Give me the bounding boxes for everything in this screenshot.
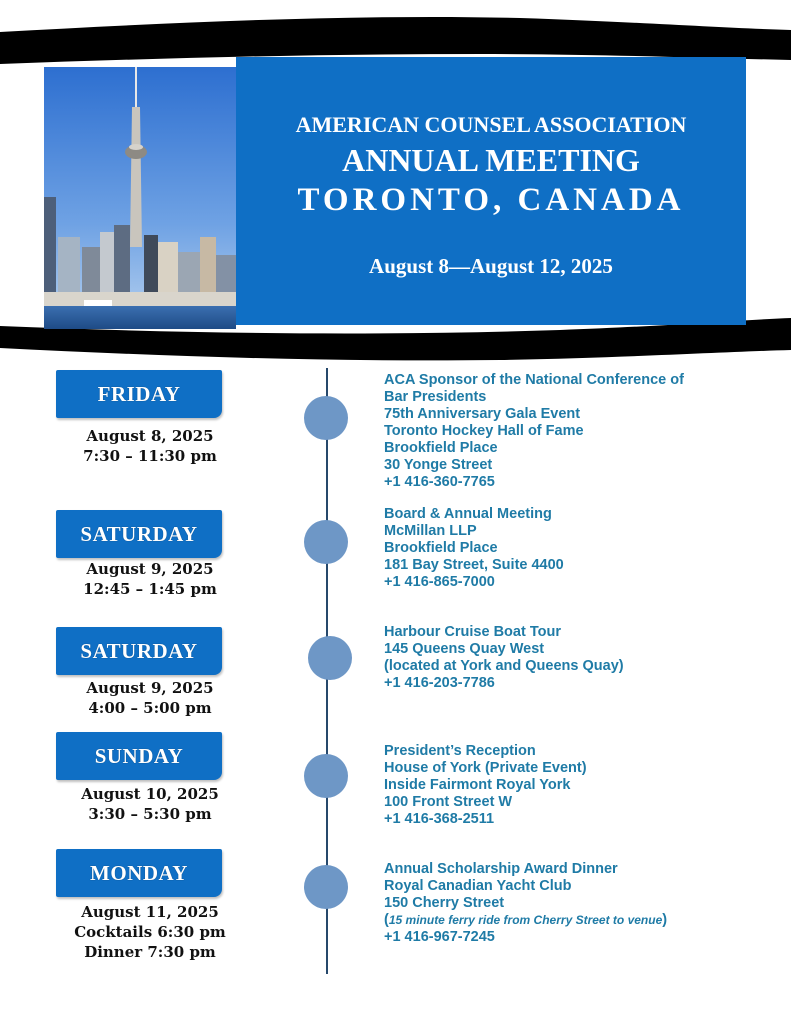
detail-phone: +1 416-368-2511	[384, 811, 495, 827]
note-paren-close: )	[662, 912, 668, 928]
event-when	[40, 559, 260, 599]
event-when	[40, 426, 260, 466]
detail-phone: +1 416-967-7245	[384, 929, 495, 945]
toronto-skyline-photo	[44, 67, 236, 329]
day-tab-friday: FRIDAY	[56, 370, 222, 418]
day-tab-monday: MONDAY	[56, 849, 222, 897]
detail-line: 30 Yonge Street	[384, 457, 493, 473]
detail-line: Annual Scholarship Award Dinner	[384, 861, 618, 877]
detail-line: Board & Annual Meeting	[384, 506, 552, 522]
detail-line: McMillan LLP	[384, 523, 477, 539]
detail-line: Bar Presidents	[384, 389, 487, 405]
event-details	[384, 624, 744, 692]
detail-line: Inside Fairmont Royal York	[384, 777, 571, 793]
timeline-dot	[308, 636, 352, 680]
event-time: 4:00 – 5:00 pm	[88, 699, 212, 717]
detail-line: ACA Sponsor of the National Conference of	[384, 372, 684, 388]
detail-phone: +1 416-203-7786	[384, 675, 495, 691]
event-time: 12:45 – 1:45 pm	[83, 580, 217, 598]
event-date: August 8, 2025	[86, 427, 214, 445]
event-date: August 10, 2025	[81, 785, 219, 803]
detail-line: 145 Queens Quay West	[384, 641, 545, 657]
event-title: ANNUAL MEETING	[342, 142, 640, 178]
day-tab-sunday: SUNDAY	[56, 732, 222, 780]
event-date: August 9, 2025	[86, 560, 214, 578]
detail-line: 100 Front Street W	[384, 794, 513, 810]
event-details	[384, 861, 744, 946]
timeline-dot	[304, 865, 348, 909]
organization-name: AMERICAN COUNSEL ASSOCIATION	[295, 112, 687, 137]
event-date: August 11, 2025	[81, 903, 219, 921]
detail-line: President’s Reception	[384, 743, 536, 759]
detail-line: 75th Anniversary Gala Event	[384, 406, 581, 422]
note-paren-open: (	[384, 912, 389, 928]
event-details	[384, 506, 744, 591]
event-when	[40, 902, 260, 962]
day-tab-saturday: SATURDAY	[56, 627, 222, 675]
event-time: 7:30 – 11:30 pm	[83, 447, 217, 465]
timeline-dot	[304, 396, 348, 440]
event-details	[384, 743, 744, 828]
detail-phone: +1 416-865-7000	[384, 574, 495, 590]
detail-line: House of York (Private Event)	[384, 760, 587, 776]
detail-line: Brookfield Place	[384, 540, 498, 556]
event-date: August 9, 2025	[86, 679, 214, 697]
detail-line: Brookfield Place	[384, 440, 498, 456]
event-when	[40, 784, 260, 824]
detail-phone: +1 416-360-7765	[384, 474, 495, 490]
event-time-dinner: Dinner 7:30 pm	[84, 943, 216, 961]
event-time: Cocktails 6:30 pm	[74, 923, 226, 941]
detail-line: Toronto Hockey Hall of Fame	[384, 423, 584, 439]
timeline-dot	[304, 520, 348, 564]
detail-line: Harbour Cruise Boat Tour	[384, 624, 561, 640]
timeline-dot	[304, 754, 348, 798]
ferry-note-text: 15 minute ferry ride from Cherry Street to venue	[388, 913, 663, 927]
day-tab-saturday: SATURDAY	[56, 510, 222, 558]
detail-line: 181 Bay Street, Suite 4400	[384, 557, 564, 573]
ferry-note	[384, 912, 744, 929]
detail-line: Royal Canadian Yacht Club	[384, 878, 572, 894]
event-dates: August 8—August 12, 2025	[369, 254, 613, 278]
event-time: 3:30 – 5:30 pm	[88, 805, 212, 823]
detail-line: 150 Cherry Street	[384, 895, 505, 911]
event-when	[40, 678, 260, 718]
event-location: TORONTO, CANADA	[297, 182, 685, 218]
event-details	[384, 372, 744, 491]
detail-line: (located at York and Queens Quay)	[384, 658, 624, 674]
